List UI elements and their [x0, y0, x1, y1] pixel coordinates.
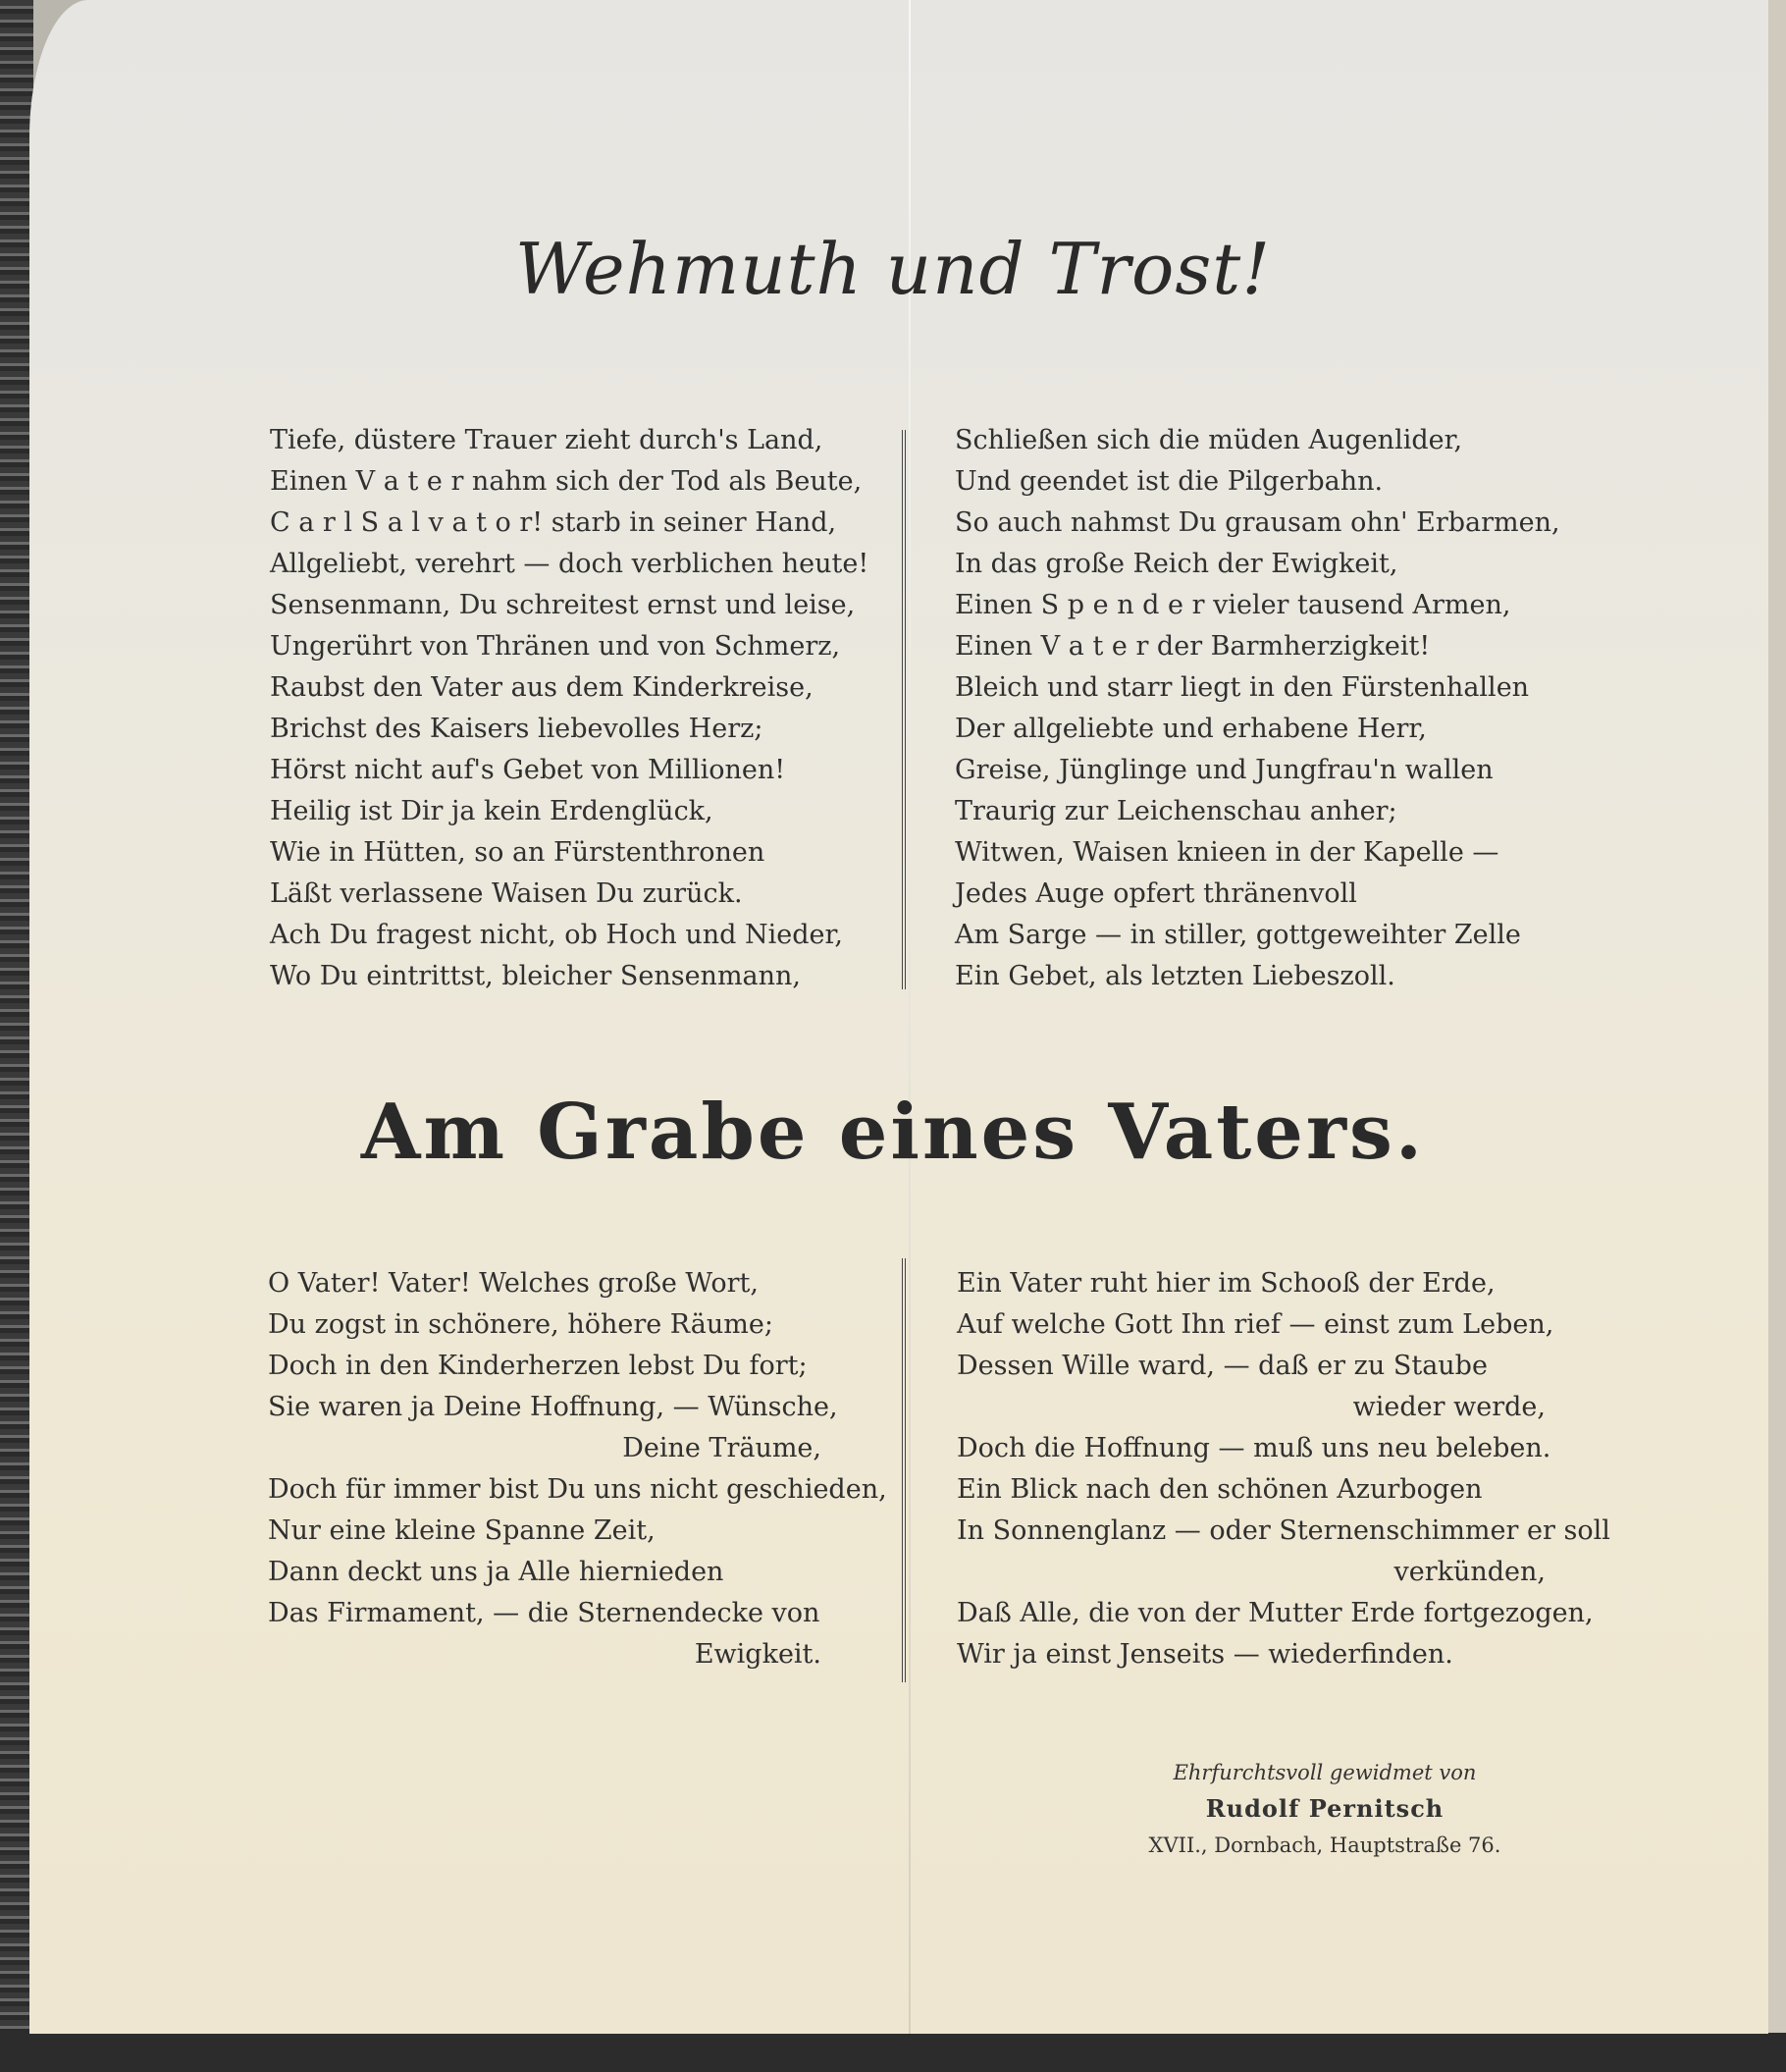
poem2-left-column [268, 1263, 887, 1675]
verse-line: Ach Du fragest nicht, ob Hoch und Nieder, [270, 920, 843, 950]
verse-line: Doch in den Kinderherzen lebst Du fort; [268, 1351, 808, 1381]
verse-line: Auf welche Gott Ihn rief — einst zum Leben, [957, 1309, 1554, 1340]
verse-line: Raubst den Vater aus dem Kinderkreise, [270, 672, 814, 703]
poem1-column-divider [901, 430, 907, 989]
verse-line: Nur eine kleine Spanne Zeit, [268, 1515, 656, 1546]
verse-line: Jedes Auge opfert thränenvoll [955, 878, 1357, 909]
verse-line: Am Sarge — in stiller, gottgeweihter Zelle [955, 920, 1521, 950]
poem1-right-column [955, 420, 1560, 997]
dedication-author: Rudolf Pernitsch [1205, 1794, 1445, 1823]
verse-line: Dann deckt uns ja Alle hiernieden [268, 1557, 724, 1587]
verse-line: Hörst nicht auf's Gebet von Millionen! [270, 755, 786, 785]
verse-line: Ungerührt von Thränen und von Schmerz, [270, 631, 841, 662]
verse-line: Wie in Hütten, so an Fürstenthronen [270, 837, 765, 868]
verse-line: Tiefe, düstere Trauer zieht durch's Land, [270, 425, 823, 455]
verse-line: Wo Du eintrittst, bleicher Sensenmann, [270, 961, 802, 991]
verse-line: O Vater! Vater! Welches große Wort, [268, 1268, 759, 1299]
verse-line: In Sonnenglanz — oder Sternenschimmer er soll [957, 1515, 1610, 1546]
verse-line: Greise, Jünglinge und Jungfrau'n wallen [955, 755, 1494, 785]
verse-line: Ein Blick nach den schönen Azurbogen [957, 1474, 1483, 1505]
verse-line: Und geendet ist die Pilgerbahn. [955, 466, 1384, 497]
verse-line: Einen S p e n d e r vieler tausend Armen, [955, 590, 1511, 620]
verse-line: Doch für immer bist Du uns nicht geschieden, [268, 1474, 887, 1505]
verse-line: Witwen, Waisen knieen in der Kapelle — [955, 837, 1499, 868]
binding-edge-left [0, 0, 33, 2072]
verse-line: Sie waren ja Deine Hoffnung, — Wünsche, [268, 1392, 838, 1422]
verse-line: Dessen Wille ward, — daß er zu Staube [957, 1351, 1488, 1381]
verse-line: Daß Alle, die von der Mutter Erde fortgezogen, [957, 1598, 1594, 1628]
verse-line: C a r l S a l v a t o r! starb in seiner Hand, [270, 507, 837, 538]
verse-line: Der allgeliebte und erhabene Herr, [955, 714, 1427, 744]
verse-line: Das Firmament, — die Sternendecke von [268, 1598, 820, 1628]
poem2-right-column [957, 1263, 1610, 1675]
binding-edge-bottom [0, 2033, 1786, 2072]
verse-line: Brichst des Kaisers liebevolles Herz; [270, 714, 763, 744]
verse-line: Sensenmann, Du schreitest ernst und leise, [270, 590, 856, 620]
dedication-address: XVII., Dornbach, Hauptstraße 76. [1148, 1833, 1501, 1857]
verse-line: Bleich und starr liegt in den Fürstenhallen [955, 672, 1530, 703]
verse-line: Schließen sich die müden Augenlider, [955, 425, 1463, 455]
poem2-column-divider [901, 1258, 907, 1682]
poem1-left-column [270, 420, 869, 997]
verse-line: Traurig zur Leichenschau anher; [955, 796, 1397, 826]
poem1-title: Wehmuth und Trost! [514, 228, 1272, 310]
verse-line: verkünden, [1393, 1557, 1546, 1587]
verse-line: wieder werde, [1352, 1392, 1546, 1422]
verse-line: Läßt verlassene Waisen Du zurück. [270, 878, 743, 909]
verse-line: Ewigkeit. [694, 1639, 821, 1670]
verse-line: Wir ja einst Jenseits — wiederfinden. [957, 1639, 1453, 1670]
dedication-block [1129, 1755, 1521, 1863]
dedication-line: Ehrfurchtsvoll gewidmet von [1173, 1761, 1477, 1784]
verse-line: Doch die Hoffnung — muß uns neu beleben. [957, 1433, 1551, 1463]
verse-line: Deine Träume, [622, 1433, 821, 1463]
verse-line: Einen V a t e r der Barmherzigkeit! [955, 631, 1431, 662]
verse-line: Du zogst in schönere, höhere Räume; [268, 1309, 773, 1340]
verse-line: Heilig ist Dir ja kein Erdenglück, [270, 796, 713, 826]
verse-line: Allgeliebt, verehrt — doch verblichen heute! [270, 549, 869, 579]
verse-line: So auch nahmst Du grausam ohn' Erbarmen, [955, 507, 1560, 538]
poem2-title: Am Grabe eines Vaters. [360, 1088, 1426, 1177]
verse-line: Ein Gebet, als letzten Liebeszoll. [955, 961, 1395, 991]
verse-line: Einen V a t e r nahm sich der Tod als Beute, [270, 466, 863, 497]
verse-line: In das große Reich der Ewigkeit, [955, 549, 1398, 579]
verse-line: Ein Vater ruht hier im Schooß der Erde, [957, 1268, 1496, 1299]
